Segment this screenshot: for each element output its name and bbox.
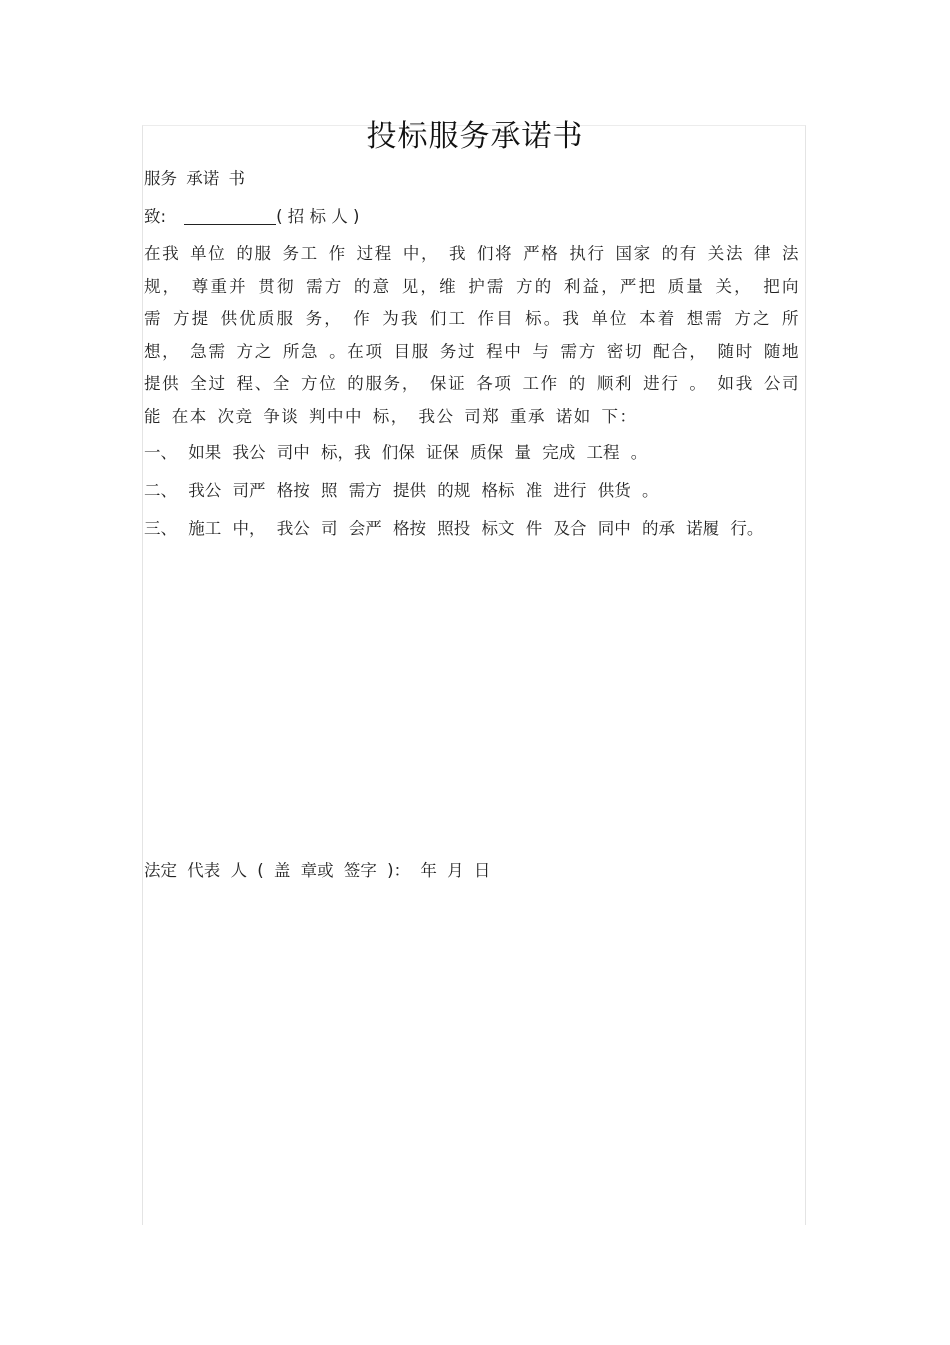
document-subtitle: 服务 承诺 书 [144,169,245,188]
recipient-blank-line [184,204,276,225]
salutation [144,200,804,234]
commitment-item-1: 一、 如果 我公 司中 标，我 们保 证保 质保 量 完成 工程 。 [144,443,648,462]
commitment-item-3: 三、 施工 中， 我公 司 会严 格按 照投 标文 件 及合 同中 的承 诺履 行。 [144,519,764,538]
commitment-item-2: 二、 我公 司严 格按 照 需方 提供 的规 格标 准 进行 供货 。 [144,481,659,500]
document-title: 投标服务承诺书 [366,119,584,154]
signature-line: 法定 代表 人 ( 盖 章或 签字 )： 年 月 日 [144,861,491,880]
salutation-prefix: 致: [144,207,167,226]
body-paragraph: 在我 单位 的服 务工 作 过程 中， 我 们将 严格 执行 国家 的有 关法 律 法规， 尊重并 贯彻 需方 的意 见，维 护需 方的 利益，严把 质量 关， 把向 需 方提 供优质服 务， 作 为我 们工 作目 标。我 单位 本着 想需 方之 所想， 急需 方之 所急 。在项 目服 务过 程中 与 需方 密切 配合， 随时 随地 提供 全过 程、全 方位 的服务， 保证 各项 工作 的 顺利 进行 。 如我 公司能 在本 次竞 争谈 判中中 标， 我公 司郑 重承 诺如 下： [144,244,800,426]
salutation-suffix: ( 招 标 人 ) [276,207,360,226]
